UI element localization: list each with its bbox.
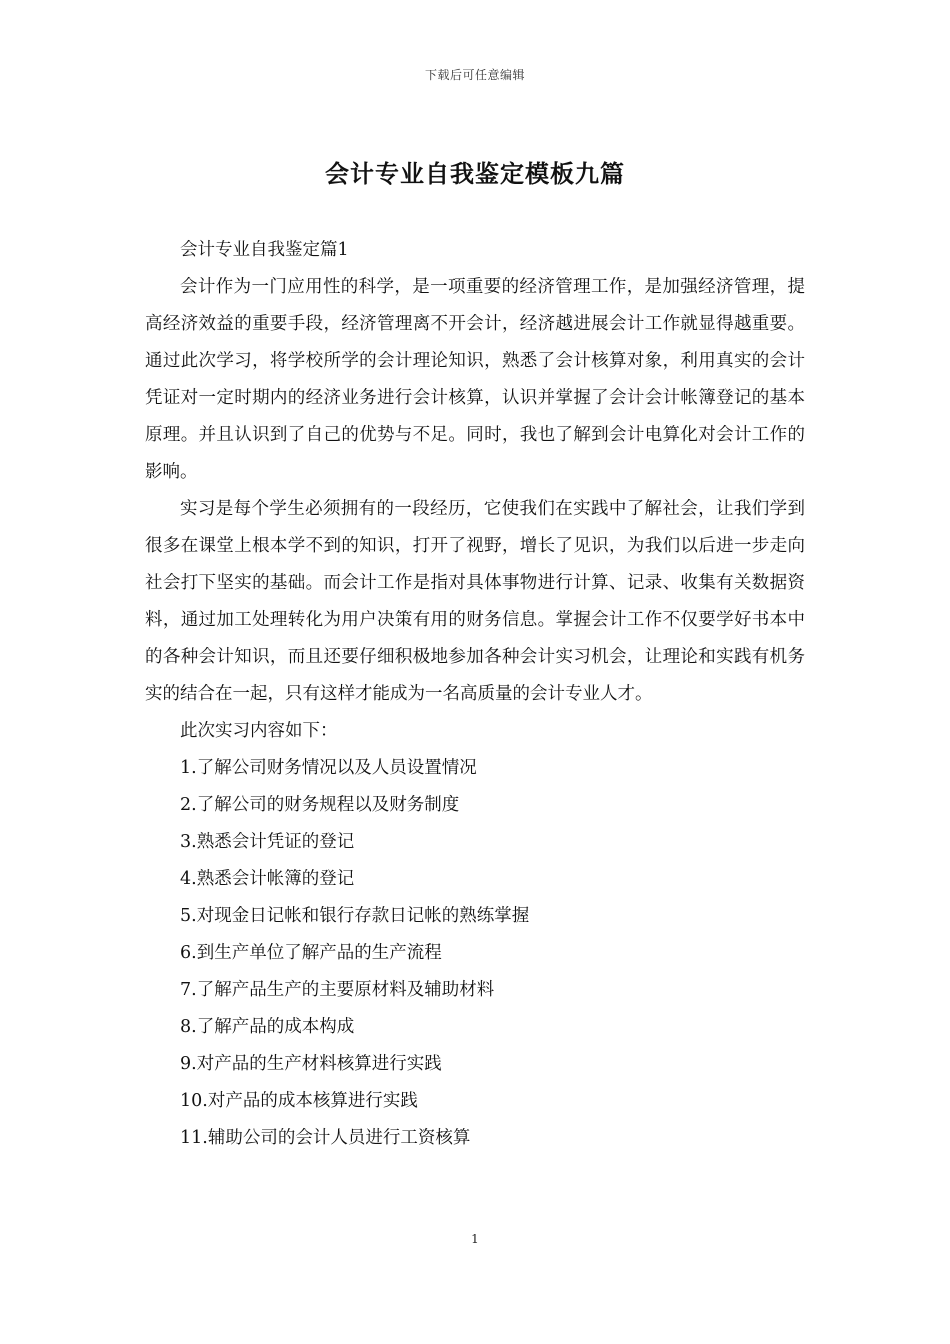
list-item: 9.对产品的生产材料核算进行实践 — [180, 1054, 442, 1074]
list-intro: 此次实习内容如下： — [180, 721, 338, 741]
document-body — [145, 232, 805, 1157]
list-item: 7.了解产品生产的主要原材料及辅助材料 — [180, 980, 495, 1000]
list-item: 3.熟悉会计凭证的登记 — [180, 832, 355, 852]
page-number: 1 — [471, 1232, 479, 1246]
list-item: 4.熟悉会计帐簿的登记 — [180, 869, 355, 889]
list-item: 8.了解产品的成本构成 — [180, 1017, 355, 1037]
document-title: 会计专业自我鉴定模板九篇 — [325, 160, 625, 188]
list-item: 6.到生产单位了解产品的生产流程 — [180, 943, 442, 963]
body-paragraph: 实习是每个学生必须拥有的一段经历，它使我们在实践中了解社会，让我们学到很多在课堂上根本学不到的知识，打开了视野，增长了见识，为我们以后进一步走向社会打下坚实的基础。而会计工作是指对具体事物进行计算、记录、收集有关数据资料，通过加工处理转化为用户决策有用的财务信息。掌握会计工作不仅要学好书本中的各种会计知识，而且还要仔细积极地参加各种会计实习机会，让理论和实践有机务实的结合在一起，只有这样才能成为一名高质量的会计专业人才。 — [145, 499, 805, 704]
header-note: 下载后可任意编辑 — [424, 68, 525, 82]
list-item: 2.了解公司的财务规程以及财务制度 — [180, 795, 460, 815]
list-item: 1.了解公司财务情况以及人员设置情况 — [180, 758, 477, 778]
body-paragraph: 会计作为一门应用性的科学，是一项重要的经济管理工作，是加强经济管理，提高经济效益的重要手段，经济管理离不开会计，经济越进展会计工作就显得越重要。通过此次学习，将学校所学的会计理论知识，熟悉了会计核算对象，利用真实的会计凭证对一定时期内的经济业务进行会计核算，认识并掌握了会计会计帐簿登记的基本原理。并且认识到了自己的优势与不足。同时，我也了解到会计电算化对会计工作的影响。 — [145, 277, 805, 482]
section-heading: 会计专业自我鉴定篇1 — [180, 240, 349, 260]
list-item: 5.对现金日记帐和银行存款日记帐的熟练掌握 — [180, 906, 530, 926]
list-item: 11.辅助公司的会计人员进行工资核算 — [180, 1128, 471, 1148]
list-item: 10.对产品的成本核算进行实践 — [180, 1091, 418, 1111]
